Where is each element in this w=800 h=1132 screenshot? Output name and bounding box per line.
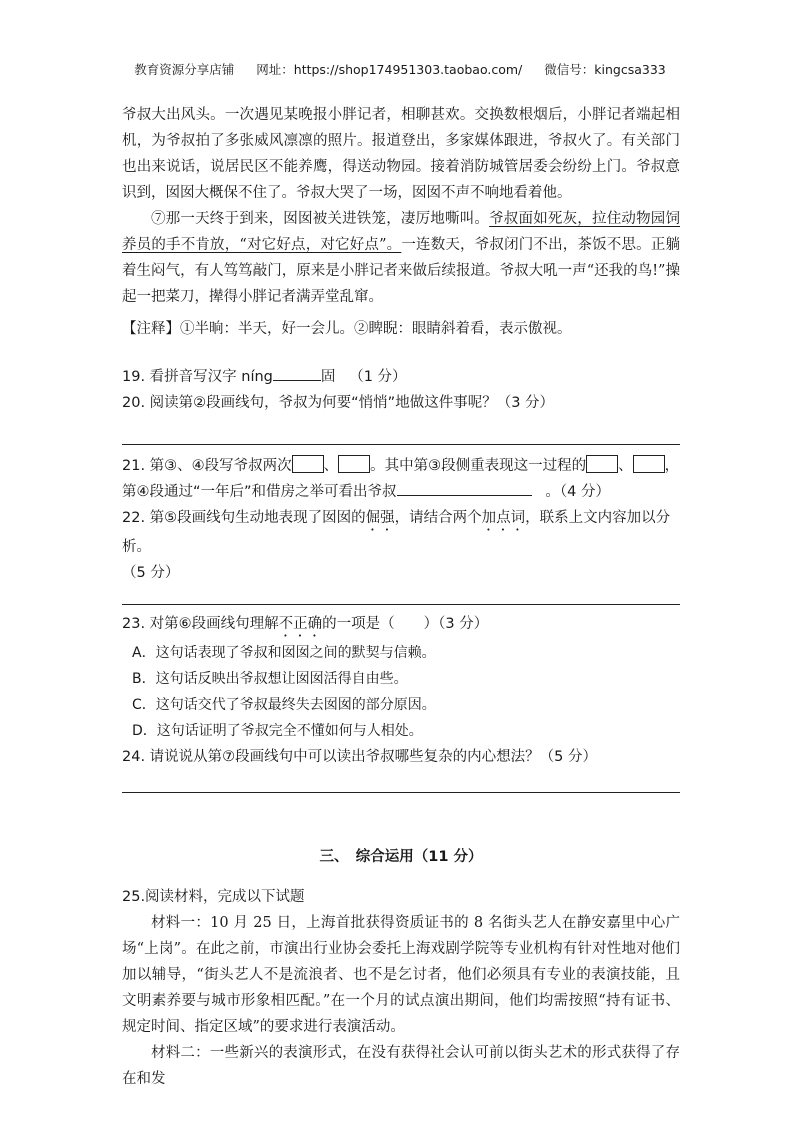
question-25: 25.阅读材料，完成以下试题 (122, 889, 305, 905)
footnote: 【注释】①半晌：半天，好一会儿。②睥睨：眼睛斜着看，表示傲视。 (122, 321, 572, 337)
answer-box-21-2[interactable] (338, 455, 370, 473)
question-22: 22. 第⑤段画线句生动地表现了囡囡的倔强，请结合两个加点词，联系上文内容加以分析。 (122, 510, 671, 555)
question-24: 24. 请说说从第⑦段画线句中可以读出爷叔哪些复杂的内心想法？（5 分） (122, 749, 597, 765)
passage-paragraph-6: 爷叔大出风头。一次遇见某晚报小胖记者，相聊甚欢。交换数根烟后，小胖记者端起相机，为爷叔拍了多张威风凛凛的照片。报道登出，多家媒体跟进，爷叔火了。有关部门也出来说话，说居民区不能养鹰，得送动物园。接着消防城管居委会纷纷上门。爷叔意识到，囡囡大概保不住了。爷叔大哭了一场，囡囡不声不响地看着他。 (122, 107, 680, 201)
question-22-score: （5 分） (122, 565, 180, 581)
question-21: 21. 第③、④段写爷叔两次 、 。其中第③段侧重表现这一过程的 、 ， (122, 453, 680, 479)
question-23: 23. 对第⑥段画线句理解不正确的一项是（ ）（3 分） (122, 616, 489, 632)
header-url[interactable]: 网址：https://shop174951303.taobao.com/ (256, 62, 523, 77)
option-c[interactable]: C．这句话交代了爷叔最终失去囡囡的部分原因。 (132, 697, 436, 713)
answer-box-21-1[interactable] (292, 455, 324, 473)
content (122, 102, 680, 1092)
material-2: 材料二：一些新兴的表演形式，在没有获得社会认可前以街头艺术的形式获得了存在和发 (122, 1045, 680, 1087)
option-a[interactable]: A．这句话表现了爷叔和囡囡之间的默契与信赖。 (132, 645, 436, 661)
p7-end: 一连数天，爷叔闭门不出，茶饭不思。正躺着生闷气，有人笃笃敲门，原来是小胖记者来做后续报道。爷叔大吼一声“还我的鸟!”操起一把菜刀，撵得小胖记者满弄堂乱窜。 (122, 237, 681, 305)
answer-blank-19[interactable] (273, 366, 321, 381)
answer-blank-21[interactable] (397, 481, 532, 496)
header-shop: 教育资源分享店铺 (134, 62, 235, 77)
question-20: 20. 阅读第②段画线句，爷叔为何要“悄悄”地做这件事呢？（3 分） (122, 395, 555, 411)
option-d[interactable]: D．这句话证明了爷叔完全不懂如何与人相处。 (132, 723, 423, 739)
material-1: 材料一：10 月 25 日，上海首批获得资质证书的 8 名街头艺人在静安嘉里中心广场“上岗”。在此之前，市演出行业协会委托上海戏剧学院等专业机构有针对性地对他们加以辅导，“街头艺人不是流浪者、也不是乞讨者，他们必须具有专业的表演技能，且文明素养要与城市形象相匹配。”在一个月的试点演出期间，他们均需按照“持有证书、规定时间、指定区域”的要求进行表演活动。 (122, 915, 680, 1035)
question-21-cont: 第④段通过“一年后”和借房之举可看出爷叔 。（4 分） (122, 479, 680, 505)
section-3-title: 三、 综合运用（11 分） (319, 848, 483, 865)
question-19: 19. 看拼音写汉字 níng 固 （1 分） (122, 364, 680, 390)
answer-box-21-4[interactable] (633, 455, 665, 473)
p7-underlined-sentence: 爷叔面如死灰，拉住动物园饲养员的手不肯放，“对它好点，对它好点”。 (122, 211, 681, 253)
header-wechat: 微信号：kingcsa333 (544, 62, 666, 77)
p7-start: ⑦那一天终于到来，囡囡被关进铁笼，凄厉地嘶叫。 (151, 211, 490, 227)
answer-box-21-3[interactable] (586, 455, 618, 473)
option-b[interactable]: B．这句话反映出爷叔想让囡囡活得自由些。 (132, 671, 408, 687)
page-header (0, 60, 800, 78)
passage-paragraph-7 (122, 206, 680, 310)
